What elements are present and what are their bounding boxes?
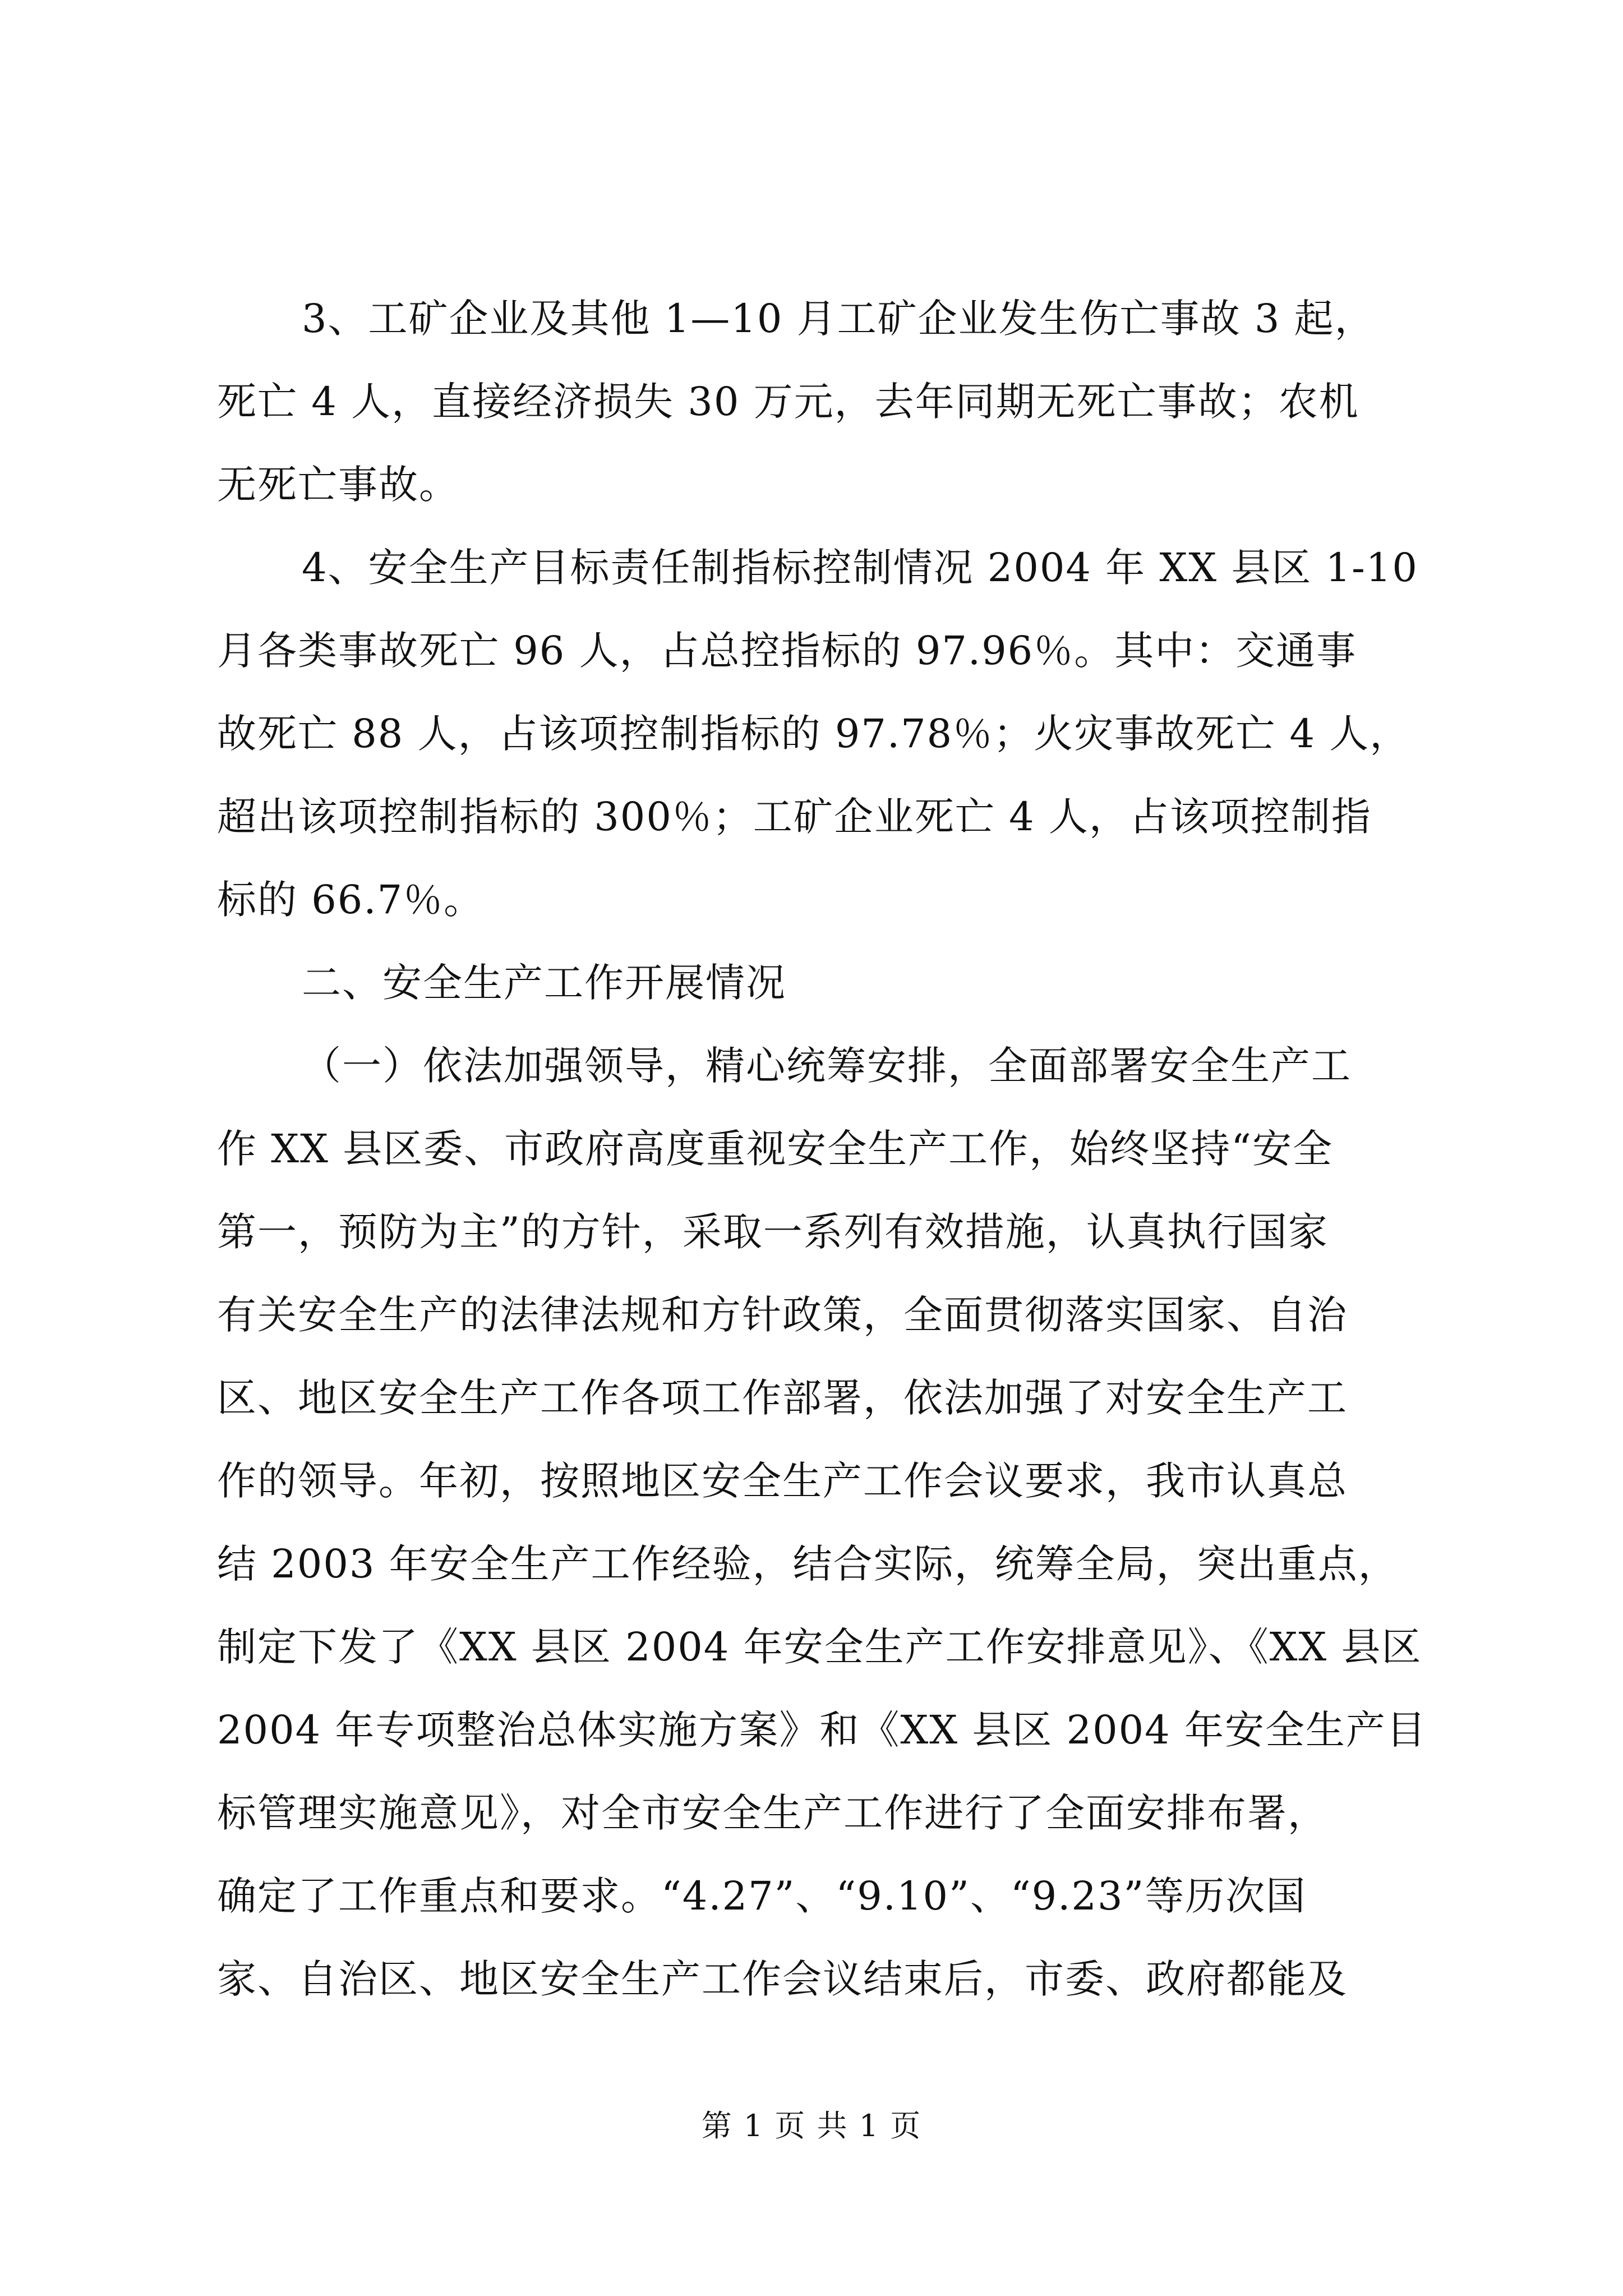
paragraph-line: 作的领导。年初，按照地区安全生产工作会议要求，我市认真总: [217, 1458, 1348, 1504]
paragraph-line: 2004 年专项整治总体实施方案》和《XX 县区 2004 年安全生产目: [217, 1707, 1427, 1753]
paragraph-line: 故死亡 88 人，占该项控制指标的 97.78％；火灾事故死亡 4 人，: [217, 711, 1410, 757]
paragraph-line: 超出该项控制指标的 300％；工矿企业死亡 4 人，占该项控制指: [217, 794, 1372, 840]
page-number-footer: 第 1 页 共 1 页: [701, 2108, 922, 2143]
paragraph-line: 4、安全生产目标责任制指标控制情况 2004 年 XX 县区 1-10: [302, 545, 1418, 591]
section-heading: 二、安全生产工作开展情况: [302, 960, 786, 1006]
paragraph-line: 月各类事故死亡 96 人，占总控指标的 97.96％。其中：交通事: [217, 628, 1357, 674]
paragraph-line: 作 XX 县区委、市政府高度重视安全生产工作，始终坚持“安全: [217, 1126, 1333, 1172]
paragraph-line: 第一，预防为主”的方针，采取一系列有效措施，认真执行国家: [217, 1209, 1329, 1255]
paragraph-line: 制定下发了《XX 县区 2004 年安全生产工作安排意见》、《XX 县区: [217, 1624, 1422, 1670]
paragraph-line: 死亡 4 人，直接经济损失 30 万元，去年同期无死亡事故；农机: [217, 379, 1359, 425]
paragraph-line: 3、工矿企业及其他 1—10 月工矿企业发生伤亡事故 3 起，: [302, 296, 1375, 342]
subsection-heading-line: （一）依法加强领导，精心统筹安排，全面部署安全生产工: [302, 1043, 1352, 1089]
paragraph-line: 标管理实施意见》，对全市安全生产工作进行了全面安排布署，: [217, 1790, 1328, 1836]
paragraph-line: 标的 66.7％。: [217, 877, 485, 923]
paragraph-line: 确定了工作重点和要求。“4.27”、“9.10”、“9.23”等历次国: [217, 1873, 1307, 1919]
paragraph-line: 家、自治区、地区安全生产工作会议结束后，市委、政府都能及: [217, 1956, 1348, 2002]
paragraph-line: 结 2003 年安全生产工作经验，结合实际，统筹全局，突出重点，: [217, 1541, 1399, 1587]
paragraph-line: 有关安全生产的法律法规和方针政策，全面贯彻落实国家、自治: [217, 1292, 1348, 1338]
paragraph-line: 区、地区安全生产工作各项工作部署，依法加强了对安全生产工: [217, 1375, 1348, 1421]
paragraph-line: 无死亡事故。: [217, 462, 459, 508]
